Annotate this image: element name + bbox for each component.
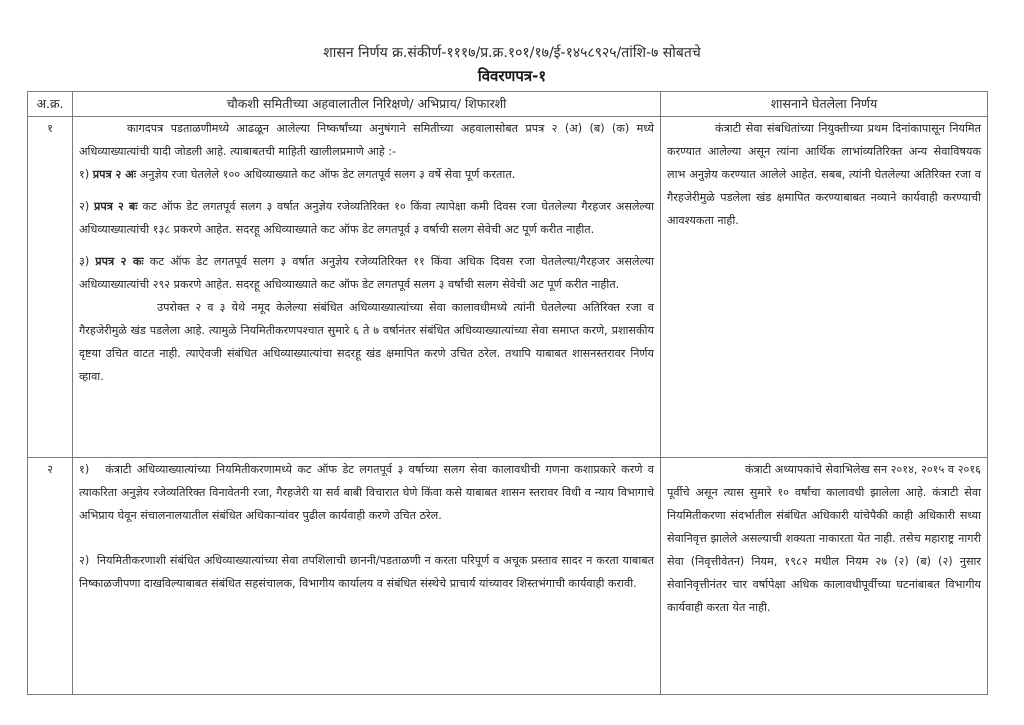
observation-point-2 [79,195,654,241]
decision-cell [661,117,988,458]
observations-conclusion: उपरोक्त २ व ३ येथे नमूद केलेल्या संबंधित अधिव्याख्यात्यांच्या सेवा कालावधीमध्ये त्यांनी घेतलेल्या अतिरिक्त रजा व गैरहजेरीमुळे खंड पडलेला आहे. त्यामुळे नियमितीकरणपश्चात सुमारे ६ ते ७ वर्षानंतर संबंधित अधिव्याख्यात्यांच्या सेवा समाप्त करणे, प्रशासकीय दृष्टया उचित वाटत नाही. त्याऐवजी संबंधित अधिव्याख्यात्यांचा सदरहू खंड क्षमापित करणे उचित ठरेल. तथापि याबाबत शासनस्तरावर निर्णय व्हावा. [79,301,654,383]
header-government-decision: शासनाने घेतलेला निर्णय [661,92,988,117]
statement-table [27,91,988,695]
observation-point-3 [79,250,654,296]
serial-number-cell: २ [28,458,73,695]
serial-number-cell: १ [28,117,73,458]
form-label: प्रपत्र २ कः [95,255,144,268]
decision-text: कंत्राटी सेवा संबधितांच्या नियुक्तीच्या प्रथम दिनांकापासून नियमित करण्यात आलेल्या असून त्यांना आर्थिक लाभांव्यतिरिक्त अन्य सेवाविषयक लाभ अनुज्ञेय करण्यात आलेले आहेत. सबब, त्यांनी घेतलेल्या अतिरिक्त रजा व गैरहजेरीमुळे पडलेला खंड क्षमापित करण्याबाबत नव्याने कार्यवाही करण्याची आवश्यकता नाही. [667,122,981,227]
observations-intro: कागदपत्र पडताळणीमध्ये आढळून आलेल्या निष्कर्षांच्या अनुषंगाने समितीच्या अहवालासोबत प्रपत्र २ (अ) (ब) (क) मध्ये अधिव्याख्यात्यांची यादी जोडली आहे. त्याबाबतची माहिती खालीलप्रमाणे आहे :- [79,122,654,158]
point-text: कट ऑफ डेट लगतपूर्व सलग ३ वर्षात अनुज्ञेय रजेव्यतिरिक्त ११ किंवा अधिक दिवस रजा घेतलेल्या/गैरहजर असलेल्या अधिव्याख्यात्यांची २९२ प्रकरणे आहेत. सदरहू अधिव्याख्याते कट ऑफ डेट लगतपूर्व सलग ३ वर्षांची सलग सेवेची अट पूर्ण करीत नाहीत. [79,255,654,291]
point-number: ३) [79,255,96,268]
observations-cell [73,458,661,695]
point-number: १) [79,168,93,181]
government-resolution-reference: शासन निर्णय क्र.संकीर्ण-१११७/प्र.क्र.१०१/१७/ई-१४५८९२५/तांशि-७ सोबतचे [323,45,701,61]
statement-heading: विवरणपत्र-१ [477,67,547,85]
observation-point-1: १) कंत्राटी अधिव्याख्यात्यांच्या नियमितीकरणामध्ये कट ऑफ डेट लगतपूर्व ३ वर्षाच्या सलग सेवा कालावधीची गणना कशाप्रकारे करणे व त्याकरिता अनुज्ञेय रजेव्यतिरिक्त विनावेतनी रजा, गैरहजेरी या सर्व बाबी विचारात घेणे किंवा कसे याबाबत शासन स्तरावर विधी व न्याय विभागाचे अभिप्राय घेवून संचालनालयातील संबंधित अधिकाऱ्यांवर पुढील कार्यवाही करणे उचित ठरेल. [79,463,658,522]
observation-point-2: २) नियमितीकरणाशी संबंधित अधिव्याख्यात्यांच्या सेवा तपशिलाची छाननी/पडताळणी न करता परिपूर्ण व अचूक प्रस्ताव सादर न करता याबाबत निष्काळजीपणा दाखविल्याबाबत संबंधित सहसंचालक, विभागीय कार्यालय व संबंधित संस्थेचे प्राचार्य यांच्यावर शिस्तभंगाची कार्यवाही करावी. [79,554,658,590]
point-text: अनुज्ञेय रजा घेतलेले १०० अधिव्याख्याते कट ऑफ डेट लगतपूर्व सलग ३ वर्षे सेवा पूर्ण करतात. [136,168,516,181]
header-committee-observations: चौकशी समितीच्या अहवालातील निरिक्षणे/ अभिप्राय/ शिफारशी [73,92,661,117]
table-row [28,117,988,458]
observations-cell [73,117,661,458]
point-number: २) [79,200,94,213]
point-text: कट ऑफ डेट लगतपूर्व सलग ३ वर्षात अनुज्ञेय रजेव्यतिरिक्त १० किंवा त्यापेक्षा कमी दिवस रजा घेतलेल्या गैरहजर असलेल्या अधिव्याख्यात्यांची १३८ प्रकरणे आहेत. सदरहू अधिव्याख्याते कट ऑफ डेट लगतपूर्व ३ वर्षाची सलग सेवेची अट पूर्ण करीत नाहीत. [79,200,655,236]
table-row [28,458,988,695]
form-label: प्रपत्र २ बः [93,200,138,213]
observation-point-1 [79,163,654,186]
table-header-row [28,92,988,117]
decision-text: कंत्राटी अध्यापकांचे सेवाभिलेख सन २०१४, २०१५ व २०१६ पूर्वीचे असून त्यास सुमारे १० वर्षांचा कालावधी झालेला आहे. कंत्राटी सेवा नियमितीकरणा संदर्भातील संबंधित अधिकारी यांचेपैकी काही अधिकारी सध्या सेवानिवृत्त झालेले असल्याची शक्यता नाकारता येत नाही. तसेच महाराष्ट्र नागरी सेवा (निवृत्तीवेतन) नियम, १९८२ मधील नियम २७ (२) (ब) (२) नुसार सेवानिवृत्तीनंतर चार वर्षापेक्षा अधिक कालावधीपूर्वीच्या घटनांबाबत विभागीय कार्यवाही करता येत नाही. [667,463,981,614]
header-serial-number: अ.क्र. [28,92,73,117]
form-label: प्रपत्र २ अः [92,168,137,181]
decision-cell [661,458,988,695]
